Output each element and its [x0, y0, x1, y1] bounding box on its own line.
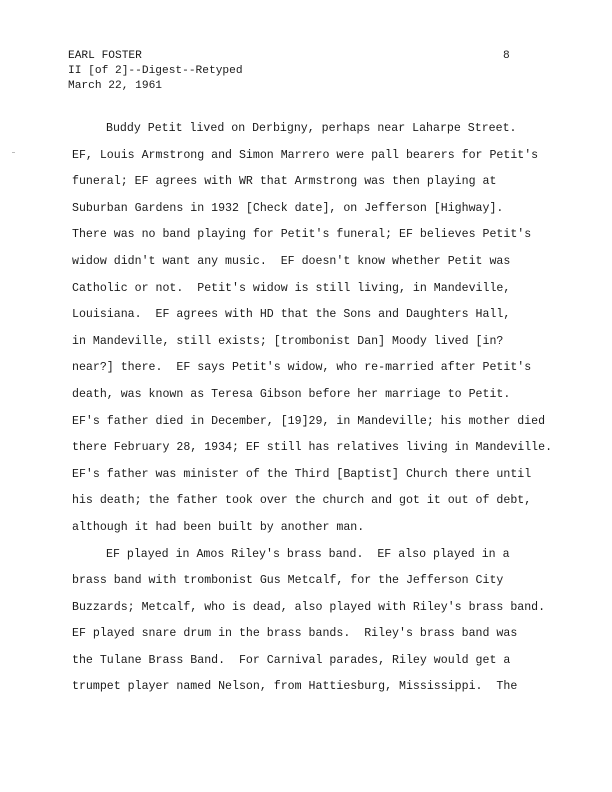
- text-line: Buzzards; Metcalf, who is dead, also played with Riley's brass band.: [72, 600, 546, 614]
- text-line: funeral; EF agrees with WR that Armstrong was then playing at: [72, 175, 497, 189]
- page-header: [68, 49, 243, 94]
- text-line: brass band with trombonist Gus Metcalf, for the Jefferson City: [72, 574, 504, 588]
- text-line: EF's father was minister of the Third [Baptist] Church there until: [72, 467, 532, 481]
- text-line: in Mandeville, still exists; [trombonist Dan] Moody lived [in?: [72, 334, 504, 348]
- text-line: trumpet player named Nelson, from Hattiesburg, Mississippi. The: [72, 680, 518, 694]
- text-line: the Tulane Brass Band. For Carnival parades, Riley would get a: [72, 653, 511, 667]
- reel-info: II [of 2]--Digest--Retyped: [68, 65, 243, 77]
- text-line: EF played snare drum in the brass bands. Riley's brass band was: [72, 627, 518, 641]
- scan-speck: [12, 152, 15, 153]
- interviewee-name: EARL FOSTER: [68, 50, 142, 62]
- text-line: although it had been built by another man.: [72, 520, 365, 534]
- interview-date: March 22, 1961: [68, 80, 162, 92]
- text-line: near?] there. EF says Petit's widow, who re-married after Petit's: [72, 361, 532, 375]
- text-line: there February 28, 1934; EF still has relatives living in Mandeville.: [72, 441, 553, 455]
- text-line: EF played in Amos Riley's brass band. EF also played in a: [106, 547, 510, 561]
- text-line: EF, Louis Armstrong and Simon Marrero were pall bearers for Petit's: [72, 148, 539, 162]
- text-line: Catholic or not. Petit's widow is still living, in Mandeville,: [72, 281, 511, 295]
- digest-body: [72, 119, 592, 704]
- page-number: 8: [503, 50, 510, 62]
- text-line: There was no band playing for Petit's funeral; EF believes Petit's: [72, 228, 532, 242]
- text-line: widow didn't want any music. EF doesn't know whether Petit was: [72, 254, 511, 268]
- text-line: Buddy Petit lived on Derbigny, perhaps near Laharpe Street.: [106, 122, 517, 135]
- text-line: his death; the father took over the church and got it out of debt,: [72, 494, 532, 508]
- text-line: death, was known as Teresa Gibson before her marriage to Petit.: [72, 387, 511, 401]
- text-line: Louisiana. EF agrees with HD that the Sons and Daughters Hall,: [72, 308, 511, 322]
- text-line: EF's father died in December, [19]29, in Mandeville; his mother died: [72, 414, 546, 428]
- text-line: Suburban Gardens in 1932 [Check date], on Jefferson [Highway].: [72, 201, 504, 215]
